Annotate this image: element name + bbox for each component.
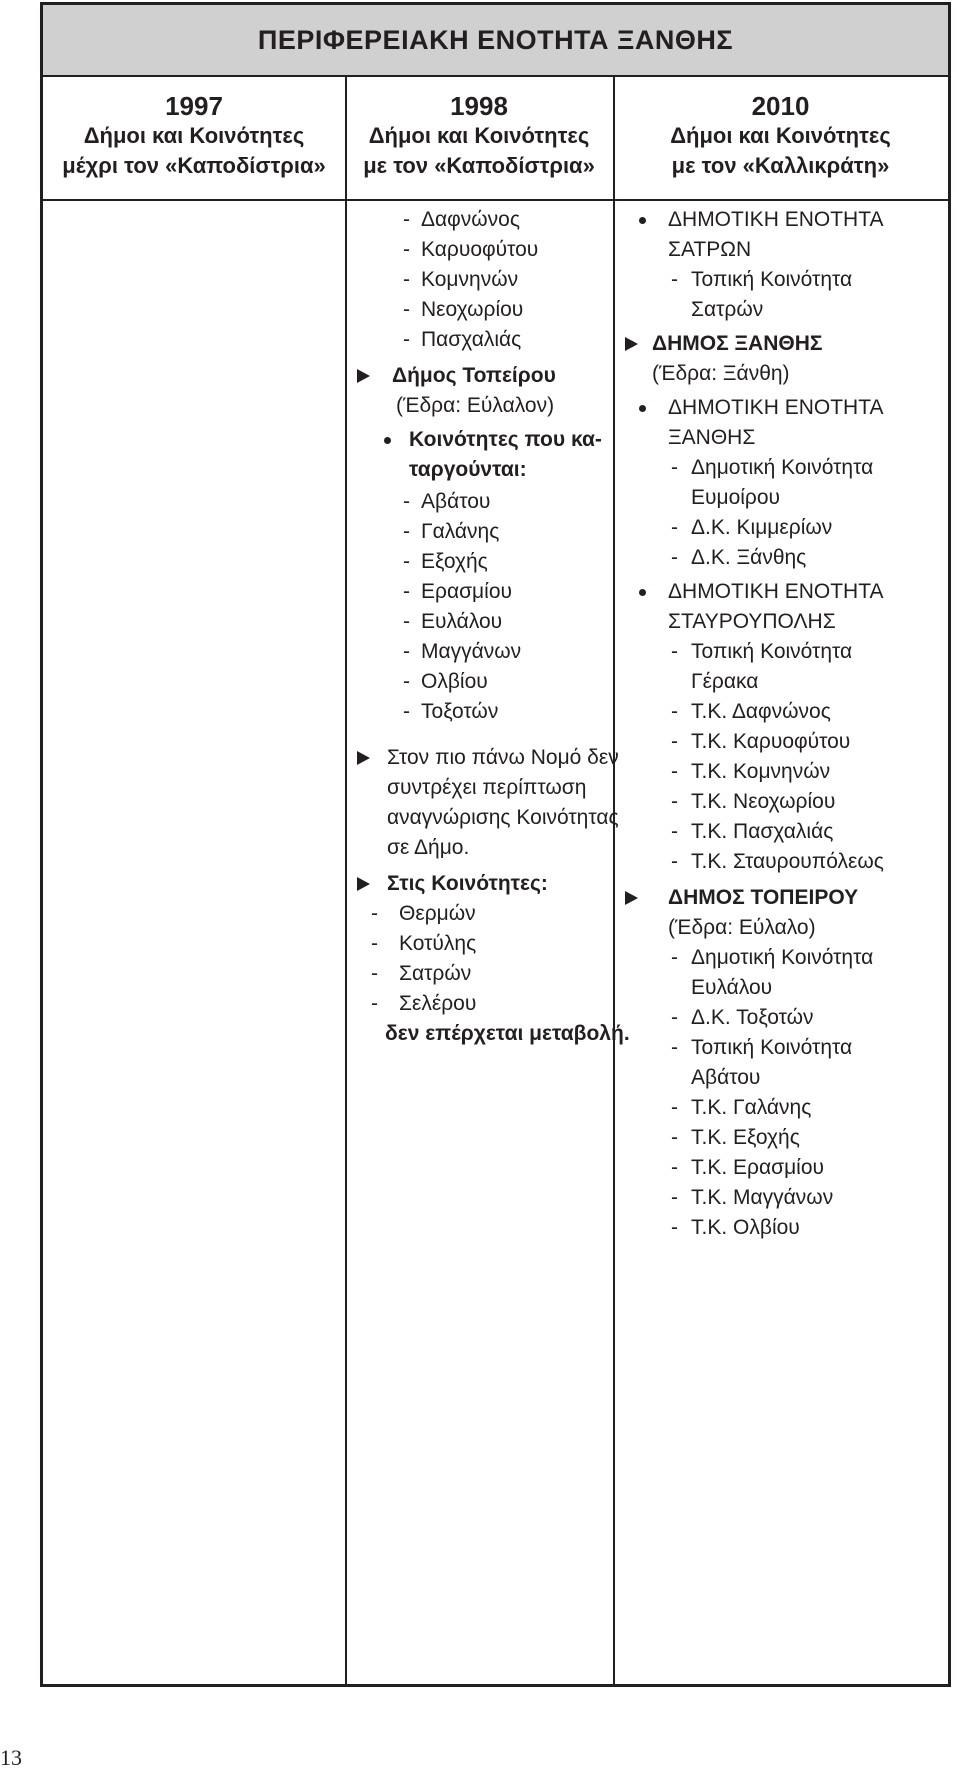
dash-marker: -: [671, 1156, 678, 1179]
list-item: [623, 543, 948, 573]
dash-marker: -: [403, 610, 410, 633]
dash-marker: -: [671, 946, 678, 969]
list-item-text: Τ.Κ. Ολβίου: [691, 1216, 800, 1239]
list-item-text: Ολβίου: [421, 670, 488, 693]
dash-marker: -: [671, 730, 678, 753]
dimos-xanthis-heading: [623, 329, 948, 359]
header-2010: [613, 77, 948, 199]
dash-marker: -: [671, 268, 678, 291]
list-item: [623, 637, 948, 667]
list-item-text: Δ.Κ. Τοξοτών: [691, 1006, 814, 1029]
list-item: [355, 959, 611, 989]
list-item-text: Δ.Κ. Κιμμερίων: [691, 516, 833, 539]
note-block: [355, 743, 619, 863]
list-item-text: Τ.Κ. Ερασμίου: [691, 1156, 825, 1179]
list-item: [355, 205, 611, 235]
list-item-text: Ευλάλου: [421, 610, 503, 633]
header-line: με τον «Καλλικράτη»: [671, 153, 890, 178]
list-item-text: Δημοτική Κοινότητα: [691, 456, 874, 479]
list-item-text: Ερασμίου: [421, 580, 512, 603]
dash-marker: -: [671, 820, 678, 843]
dimos-seat: (Έδρα: Εύλαλο): [668, 916, 816, 939]
header-year: 2010: [751, 91, 810, 121]
dash-marker: -: [403, 640, 410, 663]
dash-marker: -: [671, 456, 678, 479]
list-item: [355, 517, 611, 547]
note-line: σε Δήμο.: [387, 836, 470, 859]
list-item: [623, 1093, 948, 1123]
dash-marker: -: [403, 700, 410, 723]
header-year: 1998: [450, 91, 508, 121]
unit-name: ΔΗΜΟΤΙΚΗ ΕΝΟΤΗΤΑ: [668, 580, 884, 603]
unchanged-tail: δεν επέρχεται μεταβολή.: [385, 1022, 630, 1045]
list-item: [623, 973, 948, 1003]
list-item-text: Τ.Κ. Εξοχής: [691, 1126, 800, 1149]
unit-name: ΔΗΜΟΤΙΚΗ ΕΝΟΤΗΤΑ: [668, 208, 884, 231]
de-stavroupolis-heading: [623, 577, 948, 607]
page-number: 13: [0, 1745, 22, 1770]
dimos-topeirou-2010-heading: [623, 883, 948, 913]
unit-name-cont: ΣΑΤΡΩΝ: [668, 238, 752, 261]
dash-marker: -: [371, 902, 378, 925]
unit-name-cont: ΣΤΑΥΡΟΥΠΟΛΗΣ: [668, 610, 836, 633]
note-text: Στον πιο πάνω Νομό δεν: [387, 746, 619, 769]
dash-marker: -: [671, 700, 678, 723]
list-item-text: Τ.Κ. Πασχαλιάς: [691, 820, 834, 843]
list-item: [355, 929, 611, 959]
list-item-text: Σατρών: [399, 962, 472, 985]
list-item: [355, 989, 611, 1019]
list-item-text: Τ.Κ. Καρυοφύτου: [691, 730, 851, 753]
list-item-text: Σελέρου: [399, 992, 477, 1015]
list-item-text: Τοξοτών: [421, 700, 499, 723]
bullet-dot-icon: [639, 589, 646, 596]
list-item: [355, 487, 611, 517]
bullet-dot-icon: [639, 405, 646, 412]
dash-marker: -: [671, 1096, 678, 1119]
dimos-name: Δήμος Τοπείρου: [392, 364, 556, 387]
dash-marker: -: [371, 962, 378, 985]
list-item-text: Τ.Κ. Γαλάνης: [691, 1096, 812, 1119]
list-item: [623, 1003, 948, 1033]
list-item: [623, 667, 948, 697]
list-item-text: Ευμοίρου: [691, 486, 781, 509]
note-line: συντρέχει περίπτωση: [387, 776, 587, 799]
bullet-dot-icon: [639, 217, 646, 224]
list-item: [623, 453, 948, 483]
list-item-text: Τ.Κ. Κομνηνών: [691, 760, 831, 783]
dash-marker: -: [671, 1216, 678, 1239]
list-item: [355, 265, 611, 295]
list-item: [623, 483, 948, 513]
de-xanthis-heading: [623, 393, 948, 423]
list-item-text: Τ.Κ. Νεοχωρίου: [691, 790, 836, 813]
dash-marker: -: [403, 238, 410, 261]
unit-name: ΔΗΜΟΤΙΚΗ ΕΝΟΤΗΤΑ: [668, 396, 884, 419]
dash-marker: -: [671, 1036, 678, 1059]
dash-marker: -: [671, 850, 678, 873]
list-item: [623, 513, 948, 543]
header-row: [43, 77, 948, 201]
dimos-topeirou-heading: [355, 361, 611, 391]
abolished-line: Κοινότητες που κα-: [409, 428, 602, 451]
list-item: [623, 1063, 948, 1093]
dimos-name: ΔΗΜΟΣ ΤΟΠΕΙΡΟΥ: [668, 886, 859, 909]
list-item-text: Δημοτική Κοινότητα: [691, 946, 874, 969]
list-item-text: Καρυοφύτου: [421, 238, 539, 261]
dash-marker: -: [403, 490, 410, 513]
list-item-text: Τοπική Κοινότητα: [691, 640, 853, 663]
triangle-bullet-icon: [625, 891, 638, 905]
dash-marker: -: [671, 790, 678, 813]
list-item: [623, 265, 948, 295]
list-item-text: Γαλάνης: [421, 520, 500, 543]
list-item: [623, 1033, 948, 1063]
list-item-text: Μαγγάνων: [421, 640, 522, 663]
list-item: [623, 817, 948, 847]
dash-marker: -: [371, 992, 378, 1015]
header-line: Δήμοι και Κοινότητες: [368, 123, 590, 148]
dash-marker: -: [403, 298, 410, 321]
dash-marker: -: [671, 1006, 678, 1029]
column-divider: [613, 77, 615, 1684]
dash-marker: -: [403, 670, 410, 693]
column-1998: [355, 205, 630, 1049]
de-satron-heading: [623, 205, 948, 235]
dimos-name: ΔΗΜΟΣ ΞΑΝΘΗΣ: [652, 332, 823, 355]
list-item-text: Τ.Κ. Σταυρουπόλεως: [691, 850, 884, 873]
header-line: μέχρι τον «Καποδίστρια»: [62, 153, 326, 178]
list-item-text: Δαφνώνος: [421, 208, 520, 231]
list-item-text: Τοπική Κοινότητα: [691, 268, 853, 291]
list-item-text: Πασχαλιάς: [421, 328, 522, 351]
list-item: [623, 1183, 948, 1213]
table-title: ΠΕΡΙΦΕΡΕΙΑΚΗ ΕΝΟΤΗΤΑ ΞΑΝΘΗΣ: [43, 5, 948, 77]
list-item-text: Τοπική Κοινότητα: [691, 1036, 853, 1059]
list-item: [355, 667, 611, 697]
dash-marker: -: [403, 580, 410, 603]
dimos-seat: (Έδρα: Εύλαλον): [396, 394, 555, 417]
list-item-text: Ευλάλου: [691, 976, 773, 999]
list-item: [355, 697, 611, 727]
dash-marker: -: [371, 932, 378, 955]
dash-marker: -: [403, 208, 410, 231]
header-line: Δήμοι και Κοινότητες: [670, 123, 891, 148]
abolished-heading: [355, 425, 611, 455]
bullet-dot-icon: [384, 437, 391, 444]
list-item-text: Εξοχής: [421, 550, 488, 573]
note-line: [355, 743, 619, 773]
list-item-text: Κομνηνών: [421, 268, 519, 291]
list-item-text: Δ.Κ. Ξάνθης: [691, 546, 807, 569]
note-line: αναγνώρισης Κοινότητας: [387, 806, 619, 829]
header-1997: [43, 77, 345, 199]
list-item: [623, 697, 948, 727]
list-item: [355, 577, 611, 607]
dash-marker: -: [671, 1186, 678, 1209]
list-item: [623, 943, 948, 973]
list-item-text: Νεοχωρίου: [421, 298, 524, 321]
list-item: [623, 787, 948, 817]
abolished-line: ταργούνται:: [409, 458, 527, 481]
dash-marker: -: [403, 520, 410, 543]
list-item-text: Τ.Κ. Μαγγάνων: [691, 1186, 834, 1209]
dash-marker: -: [671, 546, 678, 569]
list-item: [623, 1123, 948, 1153]
list-item: [623, 295, 948, 325]
column-2010: [623, 205, 948, 1243]
triangle-bullet-icon: [357, 369, 370, 383]
list-item: [355, 325, 611, 355]
municipalities-table: [40, 2, 951, 1687]
list-item: [355, 637, 611, 667]
list-item: [623, 727, 948, 757]
list-item-text: Κοτύλης: [399, 932, 477, 955]
triangle-bullet-icon: [357, 751, 370, 765]
dash-marker: -: [403, 328, 410, 351]
list-item: [623, 757, 948, 787]
unchanged-heading-text: Στις Κοινότητες:: [387, 872, 548, 895]
dash-marker: -: [403, 550, 410, 573]
header-line: Δήμοι και Κοινότητες: [83, 123, 305, 148]
list-item: [355, 235, 611, 265]
triangle-bullet-icon: [625, 337, 638, 351]
list-item: [623, 1213, 948, 1243]
dash-marker: -: [403, 268, 410, 291]
header-year: 1997: [165, 91, 223, 121]
column-divider: [345, 77, 347, 1684]
dash-marker: -: [671, 516, 678, 539]
list-item: [623, 847, 948, 877]
dimos-seat: (Έδρα: Ξάνθη): [652, 362, 790, 385]
list-item-text: Τ.Κ. Δαφνώνος: [691, 700, 831, 723]
list-item-text: Αβάτου: [691, 1066, 761, 1089]
list-item: [355, 899, 611, 929]
header-1998: [345, 77, 613, 199]
list-item: [355, 607, 611, 637]
list-item-text: Θερμών: [399, 902, 476, 925]
list-item-text: Σατρών: [691, 298, 764, 321]
dash-marker: -: [671, 1126, 678, 1149]
dash-marker: -: [671, 640, 678, 663]
unit-name-cont: ΞΑΝΘΗΣ: [668, 426, 756, 449]
list-item-text: Αβάτου: [421, 490, 491, 513]
dash-marker: -: [671, 760, 678, 783]
header-line: με τον «Καποδίστρια»: [363, 153, 595, 178]
list-item: [355, 295, 611, 325]
triangle-bullet-icon: [357, 877, 370, 891]
unchanged-heading: [355, 869, 611, 899]
list-item: [355, 547, 611, 577]
list-item-text: Γέρακα: [691, 670, 759, 693]
list-item: [623, 1153, 948, 1183]
